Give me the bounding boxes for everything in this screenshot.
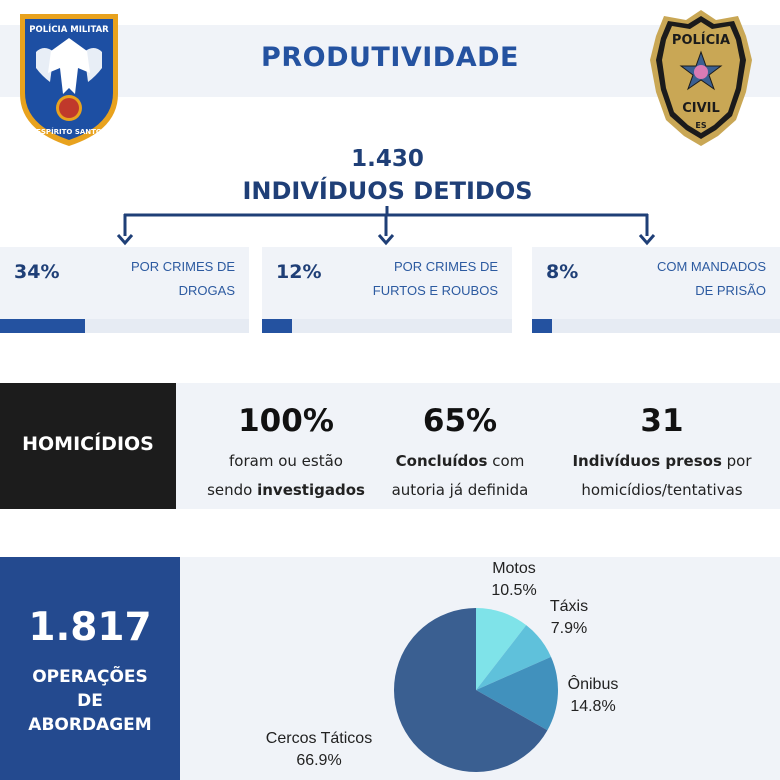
stat-progress-fill [262,319,292,333]
stat-caption-bold: Concluídos [395,452,488,470]
stat-caption-line1 [375,447,545,476]
homicides-stat-investigated [196,383,376,509]
stat-progress-fill [532,319,552,333]
operations-label-line3: ABORDAGEM [28,715,152,735]
stat-value: 31 [640,403,684,439]
stat-caption-plain: sendo [207,481,258,499]
policia-civil-badge [648,8,754,148]
stat-description-line2: FURTOS E ROUBOS [372,283,498,298]
stat-caption-bold: investigados [257,481,365,499]
stat-description-line2: DROGAS [178,283,235,298]
pie-chart [180,557,780,780]
stat-description-line1: POR CRIMES DE [130,259,235,274]
stat-description [373,255,498,303]
homicides-panel [0,383,176,509]
policia-militar-badge [14,8,124,150]
stat-caption [563,447,761,505]
detained-label: INDIVÍDUOS DETIDOS [242,177,533,205]
stat-percent: 12% [276,261,322,283]
stat-description-line1: POR CRIMES DE [393,259,498,274]
stat-progress-track [262,319,512,333]
homicides-stats [176,383,780,509]
pie-value-label: 7.9% [550,620,588,637]
stat-card-theft [262,247,512,333]
pie-label: Ônibus [567,676,619,693]
stat-caption [196,447,376,505]
homicides-title: HOMICÍDIOS [22,433,154,455]
badge-pc-top-text: POLÍCIA [671,33,731,48]
operations-label-line2: DE [77,691,103,711]
stat-percent: 8% [546,261,579,283]
stat-card-warrants [532,247,780,333]
branch-connector [0,206,780,250]
stat-caption [375,447,545,505]
pie-value-label: 66.9% [296,752,342,769]
pie-label: Cercos Táticos [265,730,373,747]
operations-label [0,665,180,737]
stat-caption-line2 [196,476,376,505]
pie-value-label: 14.8% [570,698,616,715]
stat-caption-line2: autoria já definida [391,481,529,499]
operations-panel [0,557,180,780]
stat-progress-track [0,319,249,333]
stat-caption-bold: Indivíduos presos [572,452,722,470]
badge-pc-bottom-text: ES [695,121,707,130]
page-title: PRODUTIVIDADE [261,42,519,73]
homicides-stat-concluded [375,383,545,509]
badge-pc-mid-text: CIVIL [682,101,720,116]
stat-value: 65% [422,403,498,439]
stat-caption-plain: com [487,452,525,470]
stat-progress-track [532,319,780,333]
stat-description [657,255,766,303]
stat-caption-plain: por [721,452,752,470]
badge-pm-top-text: POLÍCIA MILITAR [29,25,109,35]
operations-count: 1.817 [28,605,152,650]
pie-value-label: 10.5% [491,582,537,599]
operations-label-line1: OPERAÇÕES [32,667,148,687]
stat-caption-line2: homicídios/tentativas [581,481,743,499]
stat-value: 100% [238,403,334,439]
pie-label: Táxis [549,598,589,615]
homicides-stat-arrested [563,383,761,509]
stat-percent: 34% [14,261,60,283]
pie-label: Motos [492,560,536,577]
stat-description-line2: DE PRISÃO [695,283,766,298]
stat-card-drugs [0,247,249,333]
stat-caption-line1 [563,447,761,476]
stat-progress-fill [0,319,85,333]
stat-description [131,255,235,303]
detained-count: 1.430 [351,146,424,172]
stat-caption-line1: foram ou estão [229,452,343,470]
operations-chart-panel [180,557,780,780]
badge-pm-bottom-text: ESPÍRITO SANTO [36,128,102,136]
stat-description-line1: COM MANDADOS [656,259,766,274]
